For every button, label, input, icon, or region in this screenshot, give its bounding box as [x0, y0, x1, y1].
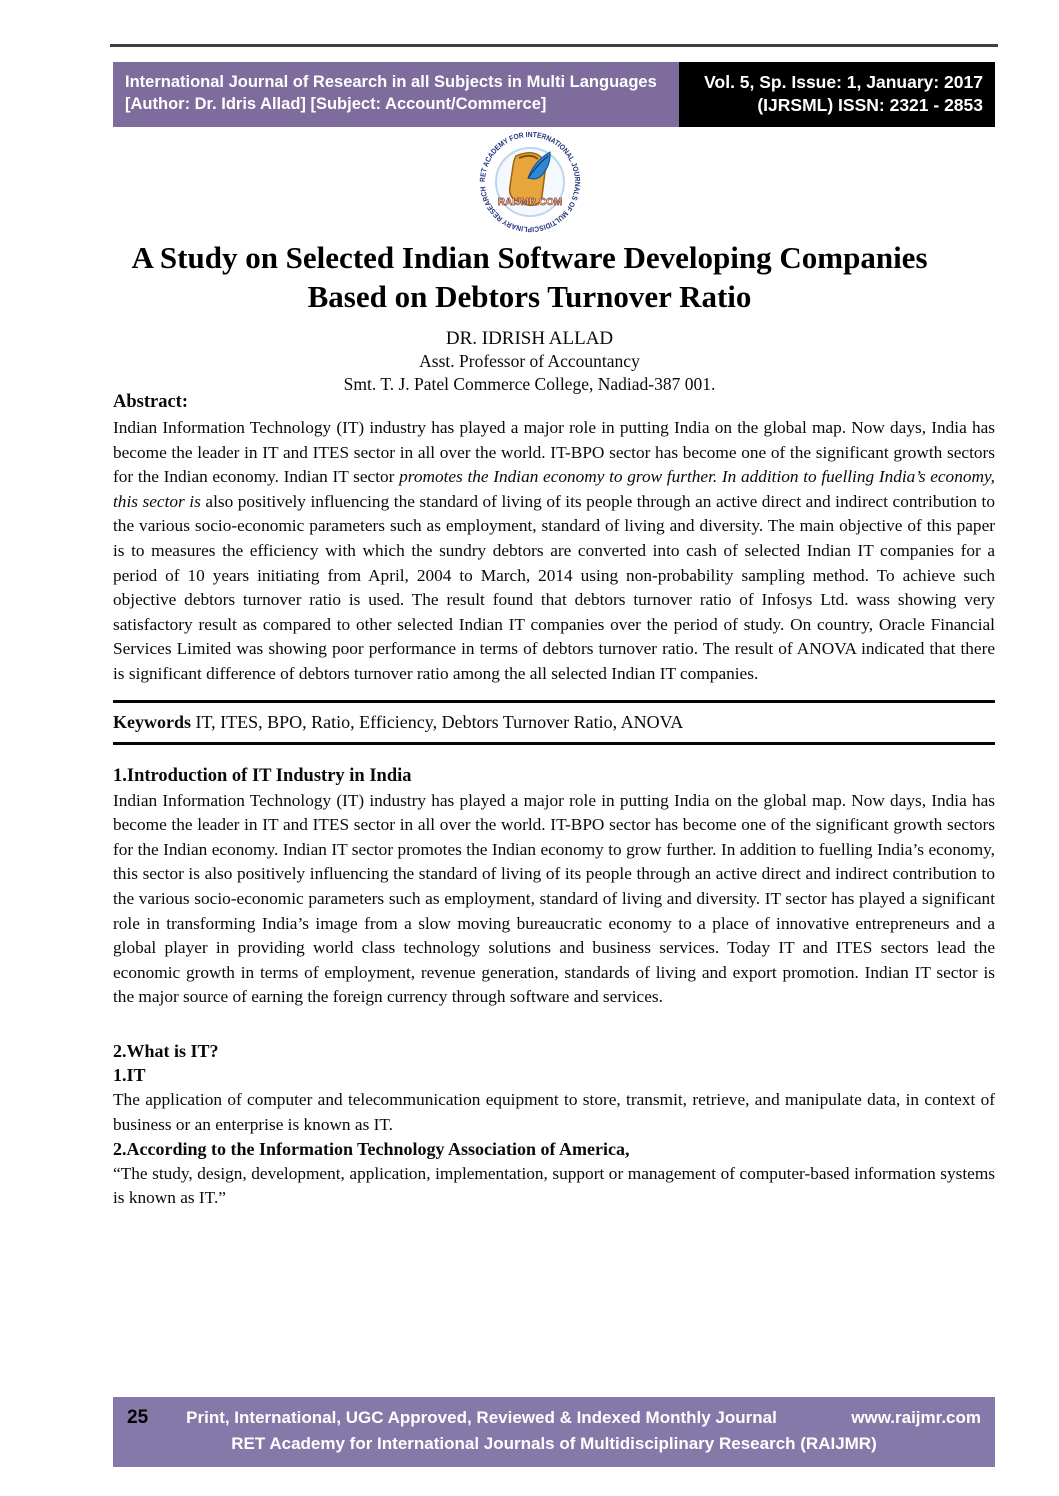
journal-issn: (IJRSML) ISSN: 2321 - 2853 — [757, 95, 983, 115]
page-number: 25 — [127, 1407, 149, 1428]
section1-heading: 1.Introduction of IT Industry in India — [113, 765, 412, 786]
paper-title — [0, 238, 1059, 316]
author-affiliation: Smt. T. J. Patel Commerce College, Nadiad-387 001. — [343, 374, 716, 394]
section2-sub1-text: The application of computer and telecommunication equipment to store, transmit, retrieve, and manipulate data, in context of business or an enterprise is known as IT. — [113, 1090, 995, 1134]
section2-block — [113, 1039, 995, 1211]
journal-name: International Journal of Research in all Subjects in Multi Languages — [125, 73, 657, 91]
abstract-italic: promotes the Indian economy to grow further. In addition to fuelling India’s economy, this sector is — [113, 467, 995, 511]
paper-body — [113, 392, 995, 1211]
section2-sub2-text: “The study, design, development, application, implementation, support or management of computer-based information systems is known as IT.” — [113, 1163, 995, 1208]
paper-title-line1: A Study on Selected Indian Software Developing Companies — [131, 240, 928, 275]
footer-academy-line: RET Academy for International Journals of Multidisciplinary Research (RAIJMR) — [231, 1434, 877, 1453]
abstract-part2: also positively influencing the standard of living of its people through an active direct and indirect contribution to the various socio-economic parameters such as employment, standard of living and diversity. The main objective of this paper is to measures the efficiency with which the sundry debtors are converted into cash of selected Indian IT companies for a period of 10 years initiating from April, 2004 to March, 2014 using non-probability sampling method. To achieve such objective debtors turnover ratio is used. The result found that debtors turnover ratio of Infosys Ltd. wass showing very satisfactory result as compared to other selected Indian IT companies over the period of study. On country, Oracle Financial Services Limited was showing poor performance in terms of debtors turnover ratio. The result of ANOVA indicated that there is significant difference of debtors turnover ratio among the all selected Indian IT companies. — [113, 491, 995, 683]
section2-sub1-heading: 1.IT — [113, 1065, 146, 1086]
keywords-text: IT, ITES, BPO, Ratio, Efficiency, Debtors Turnover Ratio, ANOVA — [191, 711, 684, 732]
author-block — [0, 327, 1059, 396]
journal-author-subject: [Author: Dr. Idris Allad] [Subject: Account/Commerce] — [125, 95, 547, 113]
keywords-top-rule — [113, 700, 995, 703]
abstract-part1: Indian Information Technology (IT) industry has played a major role in putting India on the global map. Now days, India has become the leader in IT and ITES sector in all over the world. IT-BPO sector has become one of the significant growth sectors for the Indian economy. Indian IT sector — [113, 418, 995, 487]
section1-text: Indian Information Technology (IT) industry has played a major role in putting India on the global map. Now days, India has become the leader in IT and ITES sector in all over the world. IT-BPO sector has become one of the significant growth sectors for the Indian economy. Indian IT sector promotes the Indian economy to grow further. In addition to fuelling India’s economy, this sector is also positively influencing the standard of living of its people through an active direct and indirect contribution to the various socio-economic parameters such as employment, standard of living and diversity. IT sector has played a significant role in transforming India’s image from a slow moving bureaucratic economy to a place of innovative entrepreneurs and a global player in providing world class technology solutions and business services. Today IT and ITES sectors lead the economic growth in terms of employment, revenue generation, standards of living and export promotion. Indian IT sector is the major source of earning the foreign currency through software and services. — [113, 790, 995, 1007]
journal-header-left — [113, 62, 679, 127]
abstract-heading: Abstract: — [113, 392, 189, 412]
logo-ring-text: RET ACADEMY FOR INTERNATIONAL JOURNALS OF MULTIDISCIPLINARY RESEARCH — [477, 129, 582, 235]
abstract-text — [113, 416, 995, 687]
journal-logo — [0, 128, 1059, 236]
footer-row1 — [113, 1407, 995, 1429]
keywords-line — [113, 712, 995, 733]
journal-header — [113, 62, 995, 127]
logo-domain-text: RAIJMR.COM — [497, 197, 562, 208]
paper-title-line2: Based on Debtors Turnover Ratio — [307, 279, 752, 314]
journal-header-right — [679, 62, 995, 127]
author-position: Asst. Professor of Accountancy — [419, 351, 640, 371]
keywords-bottom-rule — [113, 742, 995, 745]
section2-sub2-heading: 2.According to the Information Technology Association of America, — [113, 1139, 630, 1160]
footer-website-link[interactable]: www.raijmr.com — [851, 1408, 981, 1427]
journal-footer — [113, 1397, 995, 1467]
keywords-label: Keywords — [113, 711, 191, 732]
page-top-rule — [110, 44, 998, 47]
footer-journal-type: Print, International, UGC Approved, Reviewed & Indexed Monthly Journal — [186, 1408, 777, 1427]
raijmr-logo-icon — [476, 128, 584, 236]
section2-heading: 2.What is IT? — [113, 1040, 219, 1061]
author-name: DR. IDRISH ALLAD — [445, 328, 614, 349]
journal-volume: Vol. 5, Sp. Issue: 1, January: 2017 — [704, 72, 983, 92]
